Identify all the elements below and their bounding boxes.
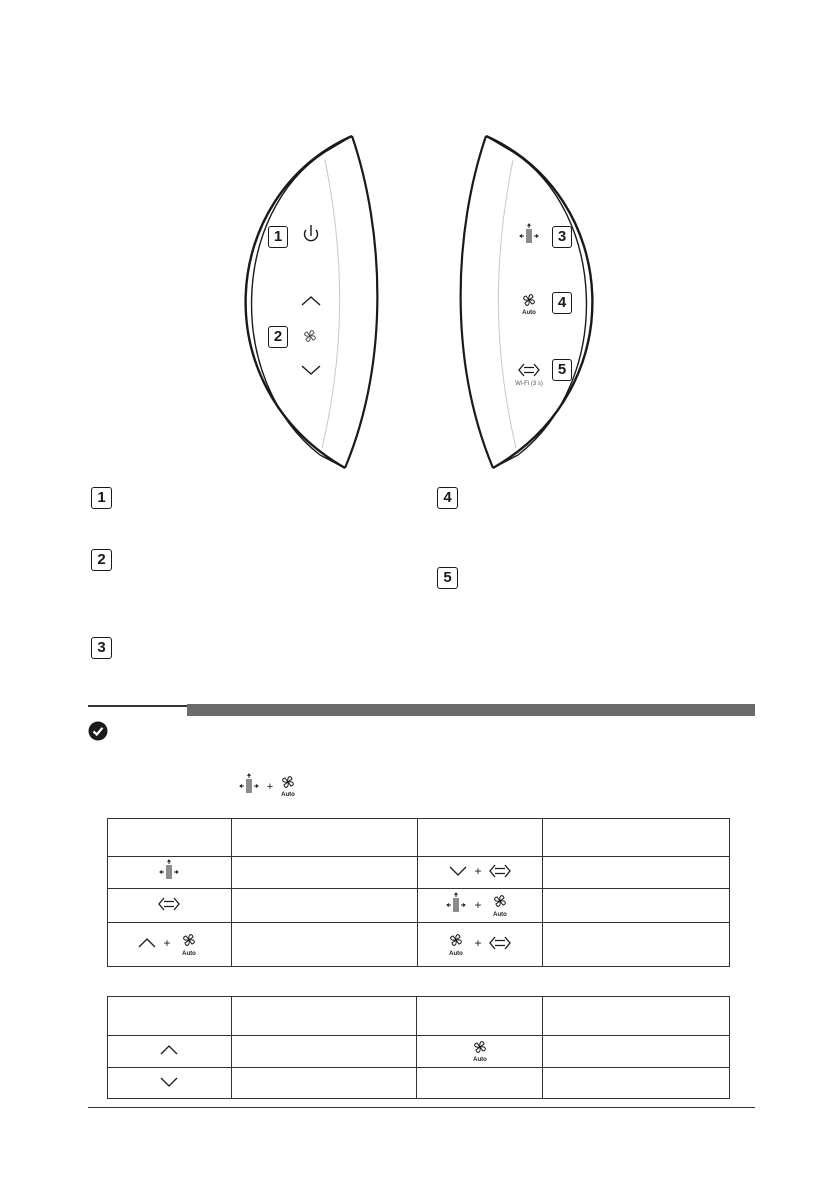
chevron-up-icon [157,1040,181,1060]
table-icon-cell [108,889,232,923]
swing-vertical-plus-fan-auto-icons [440,889,520,919]
auto-label: Auto [182,951,197,957]
table-cell [543,1036,730,1068]
fan-auto-icon [184,935,195,946]
table-header-cell [417,819,543,857]
table-cell [231,923,417,967]
note-header-thin-line [88,705,188,707]
legend-item-4: 4 [437,487,458,509]
chevron-up-icon[interactable] [302,297,320,305]
table-cell [543,1068,730,1099]
plus-sign: + [474,936,482,950]
table-cell [231,1068,417,1099]
fan-auto-icon [451,935,462,946]
table-cell [543,889,730,923]
auto-label: Auto [449,951,463,957]
table-header-cell [108,997,232,1036]
table-header-cell [231,997,417,1036]
swing-vertical-icon [447,893,465,912]
table-icon-cell [417,857,543,889]
table-icon-cell [417,889,543,923]
table-cell [231,889,417,923]
swing-vertical-icon [157,857,181,885]
fan-icon[interactable] [305,331,316,342]
table-row [108,923,730,967]
table-header-cell [543,819,730,857]
swing-vertical-icon [240,774,258,793]
table-cell [543,923,730,967]
check-circle-icon [88,721,108,741]
plus-sign: + [474,898,482,912]
chevron-down-icon [157,1072,181,1092]
auto-label: Auto [493,912,507,918]
table-row [108,857,730,889]
fan-auto-icon[interactable] [524,295,535,306]
callout-2: 2 [268,326,288,348]
table-icon-cell [417,1036,543,1068]
table-row [108,889,730,923]
legend-item-2: 2 [91,549,112,571]
left-control-panel [246,136,378,468]
table-header-row [108,819,730,857]
table-row [108,1068,730,1099]
table-icon-cell [417,923,543,967]
table-icon-cell [108,1036,232,1068]
table-icon-cell [108,923,232,967]
control-panels-illustration [0,0,840,480]
down-plus-swing-horizontal-icons [440,857,520,885]
note-header-bar [88,704,755,716]
auto-label: Auto [473,1057,487,1063]
plus-sign: + [474,864,482,878]
table-header-cell [417,997,543,1036]
chevron-down-icon[interactable] [302,366,320,374]
callout-3: 3 [552,226,572,248]
legend-item-3: 3 [91,637,112,659]
swing-horizontal-icon[interactable] [519,364,539,376]
table-icon-cell [108,857,232,889]
auto-label: Auto [281,792,295,798]
legend-item-1: 1 [91,487,112,509]
callout-4: 4 [552,292,572,314]
chevron-down-icon [450,867,466,875]
swing-horizontal-icon [490,865,510,877]
legend-item-5: 5 [437,567,458,589]
fan-auto-icon [283,777,294,788]
function-table-1 [107,818,730,967]
swing-horizontal-icon [157,892,181,916]
table-row [108,1036,730,1068]
swing-horizontal-icon [490,937,510,949]
table-header-cell [231,819,417,857]
fan-auto-icon [495,896,506,907]
bottom-rule [88,1107,755,1108]
table-cell [231,857,417,889]
note-header-thick-bar [187,704,755,716]
power-icon[interactable] [305,225,318,241]
table-header-row [108,997,730,1036]
table-cell [231,1036,417,1068]
table-header-cell [108,819,232,857]
table-cell [417,1068,543,1099]
up-plus-fan-auto-icons [129,927,209,959]
plus-sign: + [266,781,274,793]
table-icon-cell [108,1068,232,1099]
note-combo-icons [238,772,308,800]
wifi-label: Wi-Fi (3 s) [515,381,543,387]
auto-label: Auto [522,310,536,316]
plus-sign: + [163,936,171,950]
callout-1: 1 [268,226,288,248]
table-cell [543,857,730,889]
callout-5: 5 [552,359,572,381]
swing-vertical-icon[interactable] [520,224,538,243]
fan-auto-icon [468,1036,492,1064]
table-header-cell [543,997,730,1036]
fan-auto-plus-swing-horizontal-icons [440,927,520,959]
function-table-2 [107,996,730,1099]
chevron-up-icon [139,939,155,947]
